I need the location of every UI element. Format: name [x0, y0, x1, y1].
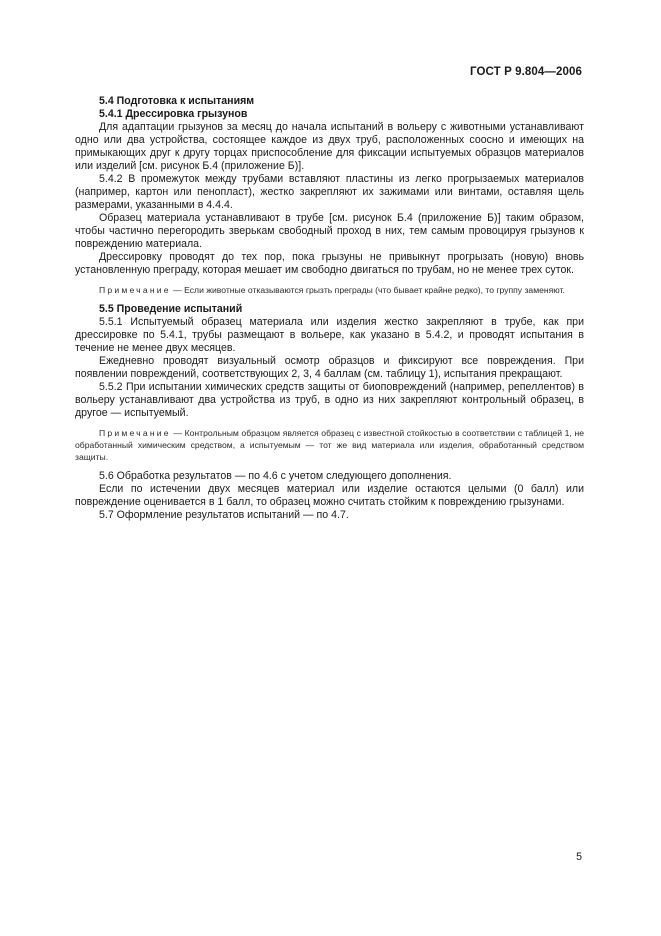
section-heading-5-4: 5.4 Подготовка к испытаниям — [99, 95, 255, 107]
paragraph: Для адаптации грызунов за месяц до начала испытаний в вольеру с животными устанавливают одно или два устройства, состоящее каждое из двух труб, расположенных соосно и имеющих на примыкающих друг к другу торцах приспособление для фиксации испытуемых образцов материалов или изделий [см. рисунок Б.4 (приложение Б)]. — [75, 121, 584, 172]
paragraph: 5.6 Обработка результатов — по 4.6 с учетом следующего дополнения. — [99, 470, 452, 482]
section-heading-5-4-1: 5.4.1 Дрессировка грызунов — [99, 108, 248, 120]
paragraph: 5.5.2 При испытании химических средств защиты от биоповреждений (например, репеллентов) в вольеру устанавливают два устройства из труб, в одно из них закрепляют контрольный образец, в другое — испытуемый. — [75, 381, 584, 419]
note — [75, 284, 584, 296]
page-number: 5 — [576, 851, 582, 863]
page-content — [75, 95, 584, 522]
paragraph: 5.7 Оформление результатов испытаний — по 4.7. — [99, 509, 349, 521]
section-heading-5-5: 5.5 Проведение испытаний — [99, 303, 243, 315]
note-label: Примечание — [99, 285, 171, 295]
paragraph: 5.4.2 В промежуток между трубами вставляют пластины из легко прогрызаемых материалов (например, картон или пенопласт), жестко закрепляют их зажимами или винтами, оставляя щель размерами, указанными в 4.4.4. — [75, 173, 584, 211]
note-text: — Если животные отказываются грызть преграды (что бывает крайне редко), то группу заменяют. — [170, 285, 565, 295]
paragraph: Ежедневно проводят визуальный осмотр образцов и фиксируют все повреждения. При появлении повреждений, соответствующих 2, 3, 4 баллам (см. таблицу 1), испытания прекращают. — [75, 355, 584, 380]
note-text: — Контрольным образцом является образец с известной стойкостью в соответствии с таблицей 1, не обработанный химическим средством, а испытуемым — тот же вид материала или изделия, обработанный средством защиты. — [75, 428, 584, 462]
paragraph: Если по истечении двух месяцев материал или изделие остаются целыми (0 балл) или повреждение оценивается в 1 балл, то образец можно считать стойким к повреждению грызунами. — [75, 483, 584, 508]
paragraph: Образец материала устанавливают в трубе [см. рисунок Б.4 (приложение Б)] таким образом, чтобы частично перегородить зверькам свободный проход в них, тем самым провоцируя грызунов к повреждению материала. — [75, 212, 584, 250]
document-code: ГОСТ Р 9.804—2006 — [470, 66, 582, 78]
paragraph: 5.5.1 Испытуемый образец материала или изделия жестко закрепляют в трубе, как при дрессировке по 5.4.1, трубы размещают в вольере, как указано в 5.4.2, и проводят испытания в течение не менее двух месяцев. — [75, 316, 584, 354]
note-label: Примечание — [99, 428, 171, 438]
paragraph: Дрессировку проводят до тех пор, пока грызуны не привыкнут прогрызать (новую) вновь установленную преграду, которая мешает им свободно двигаться по трубам, но не менее трех суток. — [75, 251, 584, 276]
note — [75, 427, 584, 463]
